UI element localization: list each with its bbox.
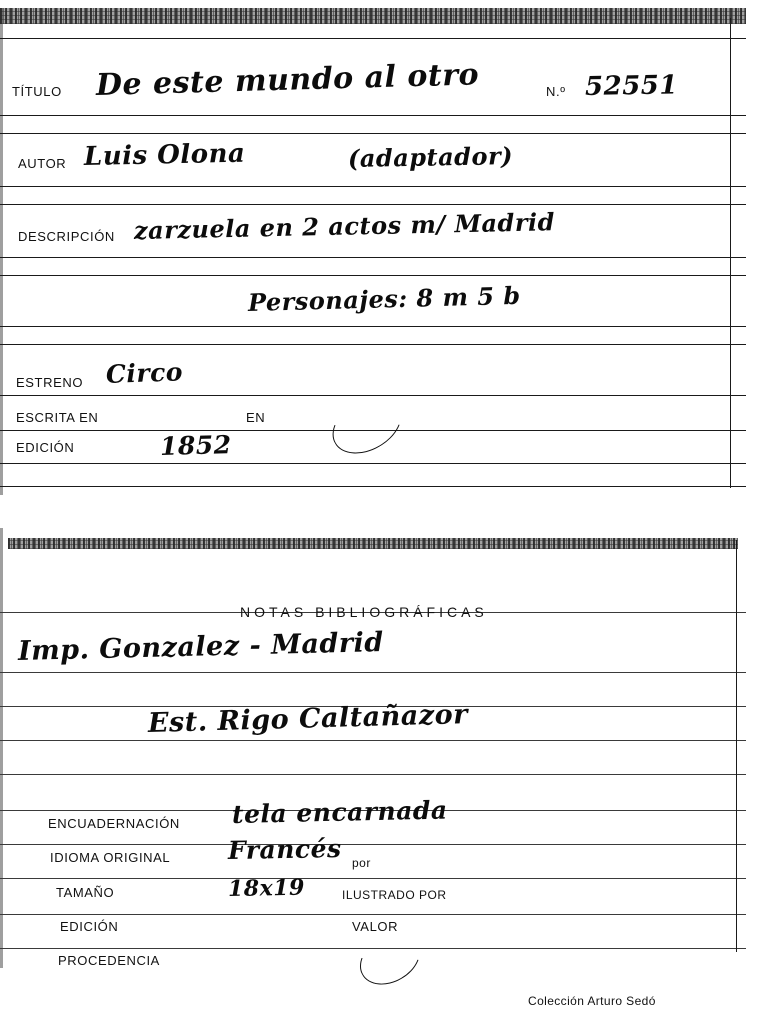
ink-loop-mark <box>322 385 411 465</box>
handwritten-edicion: 1852 <box>159 430 232 461</box>
card-rule <box>0 740 746 741</box>
label-edicion: EDICIÓN <box>16 440 75 455</box>
card-rule <box>0 914 746 915</box>
card-rule <box>0 186 746 187</box>
card-rule <box>0 774 746 775</box>
label-tamano: TAMAÑO <box>56 885 115 900</box>
card-left-edge <box>0 8 3 495</box>
label-descripcion: DESCRIPCIÓN <box>18 229 115 244</box>
card-rule <box>0 204 746 205</box>
label-autor: AUTOR <box>18 156 67 171</box>
label-encuadernacion: ENCUADERNACIÓN <box>48 816 180 831</box>
label-titulo: TÍTULO <box>12 84 62 99</box>
card-rule <box>0 326 746 327</box>
handwritten-numero: 52551 <box>584 70 679 102</box>
card-right-edge <box>730 18 731 488</box>
scan-noise-band-top <box>0 8 746 24</box>
card-rule <box>0 672 746 673</box>
label-idioma-original: IDIOMA ORIGINAL <box>50 850 171 865</box>
label-procedencia: PROCEDENCIA <box>58 953 160 968</box>
label-por: por <box>352 856 371 870</box>
card-rule <box>0 463 746 464</box>
catalog-card-top <box>0 8 746 495</box>
label-escrita-en: ESCRITA EN <box>16 410 99 425</box>
label-numero: N.º <box>546 84 566 99</box>
card-rule <box>0 133 746 134</box>
label-valor: VALOR <box>352 919 399 934</box>
handwritten-nota-line1: Imp. Gonzalez - Madrid <box>17 627 385 667</box>
handwritten-estreno: Circo <box>105 357 184 389</box>
handwritten-autor: Luis Olona <box>83 138 246 172</box>
card-right-edge <box>736 540 737 952</box>
section-title-notas-bibliograficas: NOTAS BIBLIOGRÁFICAS <box>240 604 488 620</box>
handwritten-encuadernacion: tela encarnada <box>231 795 448 829</box>
handwritten-descripcion-line2: Personajes: 8 m 5 b <box>247 280 521 317</box>
card-rule <box>0 878 746 879</box>
card-left-edge <box>0 528 3 968</box>
label-ilustrado-por: ILUSTRADO POR <box>342 888 447 902</box>
card-rule <box>0 115 746 116</box>
handwritten-idioma-original: Francés <box>227 834 342 865</box>
handwritten-autor-nota: (adaptador) <box>347 141 514 173</box>
card-rule <box>0 486 746 487</box>
scan-noise-band-bottom <box>8 538 738 549</box>
label-en: EN <box>246 410 266 425</box>
collection-credit: Colección Arturo Sedó <box>528 994 656 1008</box>
handwritten-nota-line2: Est. Rigo Caltañazor <box>147 699 469 739</box>
label-edicion: EDICIÓN <box>60 919 119 934</box>
handwritten-tamano: 18x19 <box>227 874 306 902</box>
handwritten-titulo: De este mundo al otro <box>95 57 480 103</box>
card-rule <box>0 275 746 276</box>
catalog-card-bottom <box>0 528 746 1008</box>
handwritten-descripcion-line1: zarzuela en 2 actos m/ Madrid <box>133 207 556 245</box>
label-estreno: ESTRENO <box>16 375 84 390</box>
card-rule <box>0 257 746 258</box>
card-rule <box>0 344 746 345</box>
card-rule <box>0 844 746 845</box>
card-rule <box>0 38 746 39</box>
